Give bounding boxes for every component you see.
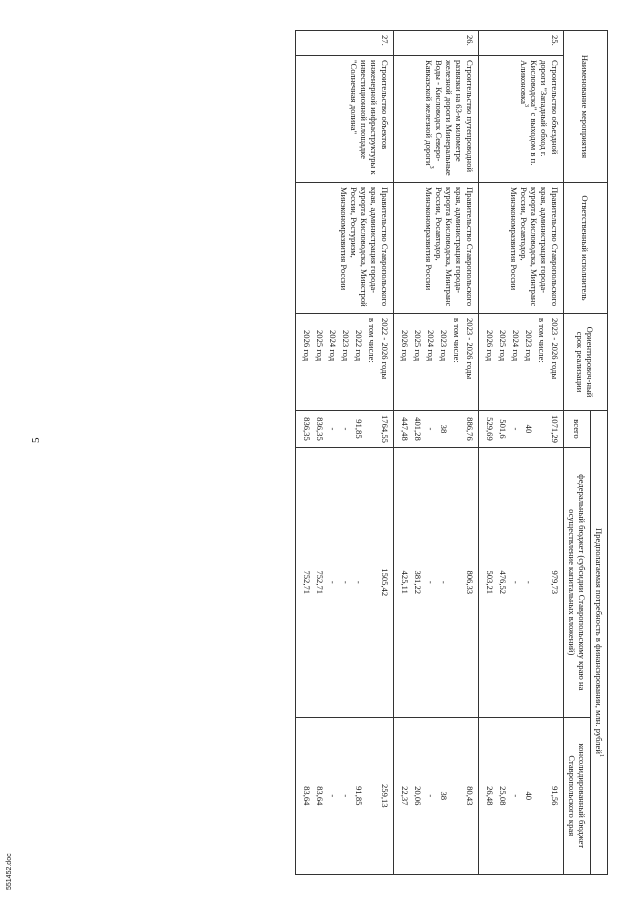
financing-table: [295, 30, 608, 875]
regional-value: 38: [438, 791, 449, 801]
federal-value: 752,71: [301, 570, 312, 595]
period-line: 2026 год: [484, 330, 495, 362]
period-line: в том числе:: [366, 318, 377, 363]
regional-value: 20,06: [412, 786, 423, 806]
table-row: [478, 31, 563, 875]
federal-value: 381,22: [412, 570, 423, 595]
regional-value: 80,43: [464, 786, 475, 806]
measure-name: Строительство объектов инженерной инфраструктуры к инвестиционной площадке "Солнечная долина": [349, 60, 390, 175]
table-header-row: [590, 31, 607, 875]
regional-cell: [393, 717, 478, 874]
measure-name-cell: [478, 56, 563, 183]
federal-value: 806,33: [464, 570, 475, 595]
table-body: [295, 31, 563, 875]
period-line: 2022 год: [353, 330, 364, 362]
federal-cell: [393, 447, 478, 717]
federal-value: 1505,42: [379, 568, 390, 597]
federal-value: -: [438, 580, 449, 584]
total-value: 836,35: [301, 417, 312, 441]
federal-value: 503,21: [484, 570, 495, 595]
footnote-marker: 3: [523, 103, 530, 107]
regional-value: 40: [523, 791, 534, 801]
executor-cell: Правительство Ставропольского края, администрация города-курорта Кисловодска, Минтранс России, Росавтодор, Минэкономразвития России: [393, 183, 478, 314]
period-line: 2023 год: [438, 330, 449, 362]
federal-value: -: [510, 580, 521, 584]
period-line: 2023 год: [340, 330, 351, 362]
total-value: 836,35: [314, 417, 325, 441]
regional-value: 259,13: [379, 783, 390, 808]
federal-value: -: [523, 580, 534, 584]
federal-value: 476,52: [497, 570, 508, 595]
row-number: 27.: [295, 31, 393, 56]
footnote-marker: 3: [427, 165, 434, 169]
total-value: 91,85: [353, 419, 364, 439]
regional-value: -: [510, 794, 521, 798]
period-cell: [478, 314, 563, 411]
total-value: 886,76: [464, 417, 475, 441]
federal-value: [534, 452, 547, 713]
total-value: -: [510, 427, 521, 431]
regional-value: -: [340, 794, 351, 798]
period-cell: [393, 314, 478, 411]
federal-value: 425,11: [399, 570, 410, 594]
row-number: 25.: [478, 31, 563, 56]
header-period: Ориентировоч-ный срок реализации: [563, 314, 607, 411]
period-line: в том числе:: [451, 318, 462, 363]
period-line: 2026 год: [399, 330, 410, 362]
total-value: [364, 415, 377, 443]
period-cell: [295, 314, 393, 411]
regional-value: 83,64: [301, 786, 312, 806]
measure-name: Строительство путепроводной развязки на 63-м километре железной дороги Минеральные Воды - Кисловодск Северо-Кавказской железной дороги: [424, 60, 475, 176]
federal-value: -: [353, 580, 364, 584]
executor-cell: Правительство Ставропольского края, администрация города-курорта Кисловодска, Минстрой России, Ростуризм, Минэкономразвития России: [295, 183, 393, 314]
regional-cell: [295, 717, 393, 874]
federal-value: -: [425, 580, 436, 584]
regional-value: [449, 722, 462, 870]
federal-value: 752,71: [314, 570, 325, 595]
federal-value: 979,73: [549, 570, 560, 595]
total-value: 529,69: [484, 417, 495, 441]
regional-value: 83,64: [314, 786, 325, 806]
rotated-table-page: [28, 30, 608, 875]
executor-cell: Правительство Ставропольского края, администрация города-курорта Кисловодска, Минтранс России, Росавтодор, Минэкономразвития России: [478, 183, 563, 314]
regional-value: 91,56: [549, 786, 560, 806]
table-row: [295, 31, 393, 875]
regional-value: -: [425, 794, 436, 798]
period-line: 2025 год: [314, 330, 325, 362]
header-total: всего: [563, 411, 590, 448]
measure-name-cell: [295, 56, 393, 183]
regional-cell: [478, 717, 563, 874]
total-value: -: [327, 427, 338, 431]
period-line: 2025 год: [412, 330, 423, 362]
row-number: 26.: [393, 31, 478, 56]
header-financing-label: Предполагаемая потребность в финансировании, млн. рублей: [594, 528, 604, 754]
period-line: 2023 год: [523, 330, 534, 362]
period-line: 2022 - 2026 годы: [379, 318, 390, 380]
total-value: [449, 415, 462, 443]
period-line: 2025 год: [497, 330, 508, 362]
total-value: -: [425, 427, 436, 431]
measure-name-cell: [393, 56, 478, 183]
total-cell: [478, 411, 563, 448]
period-line: 2023 - 2026 годы: [464, 318, 475, 380]
header-federal: федеральный бюджет (субсидии Ставропольскому краю на осуществление капитальных вложений): [563, 447, 590, 717]
federal-value: [364, 452, 377, 713]
federal-cell: [478, 447, 563, 717]
period-line: 2024 год: [327, 330, 338, 362]
period-line: в том числе:: [536, 318, 547, 363]
regional-value: 91,85: [353, 786, 364, 806]
total-value: [534, 415, 547, 443]
period-line: 2026 год: [301, 330, 312, 362]
federal-cell: [295, 447, 393, 717]
regional-value: 25,08: [497, 786, 508, 806]
total-value: 1764,55: [379, 415, 390, 443]
regional-value: [364, 722, 377, 870]
period-line: 2023 - 2026 годы: [549, 318, 560, 380]
header-footnote-marker: 1: [597, 753, 604, 757]
federal-value: -: [327, 580, 338, 584]
header-financing-group: [590, 411, 607, 875]
header-name: Наименование мероприятия: [563, 31, 607, 183]
regional-value: -: [327, 794, 338, 798]
regional-value: 26,48: [484, 786, 495, 806]
page-number: 5: [30, 437, 42, 443]
document-footer: 551452.doc: [6, 853, 13, 890]
total-value: 501,6: [497, 419, 508, 439]
table-row: [393, 31, 478, 875]
federal-value: [449, 452, 462, 713]
header-executor: Ответственный исполнитель: [563, 183, 607, 314]
header-regional: консолидированный бюджет Ставропольского края: [563, 717, 590, 874]
total-cell: [295, 411, 393, 448]
total-value: 40: [523, 424, 534, 434]
federal-value: -: [340, 580, 351, 584]
total-value: 447,48: [399, 417, 410, 441]
measure-name: Строительство объездной дороги "Западный обход г. Кисловодска" с выходом в п. Аликоновка: [519, 60, 560, 166]
total-value: 401,28: [412, 417, 423, 441]
regional-value: 22,37: [399, 786, 410, 806]
period-line: 2024 год: [425, 330, 436, 362]
total-value: 38: [438, 424, 449, 434]
period-line: 2024 год: [510, 330, 521, 362]
total-value: 1071,29: [549, 415, 560, 443]
total-value: -: [340, 427, 351, 431]
regional-value: [534, 722, 547, 870]
total-cell: [393, 411, 478, 448]
